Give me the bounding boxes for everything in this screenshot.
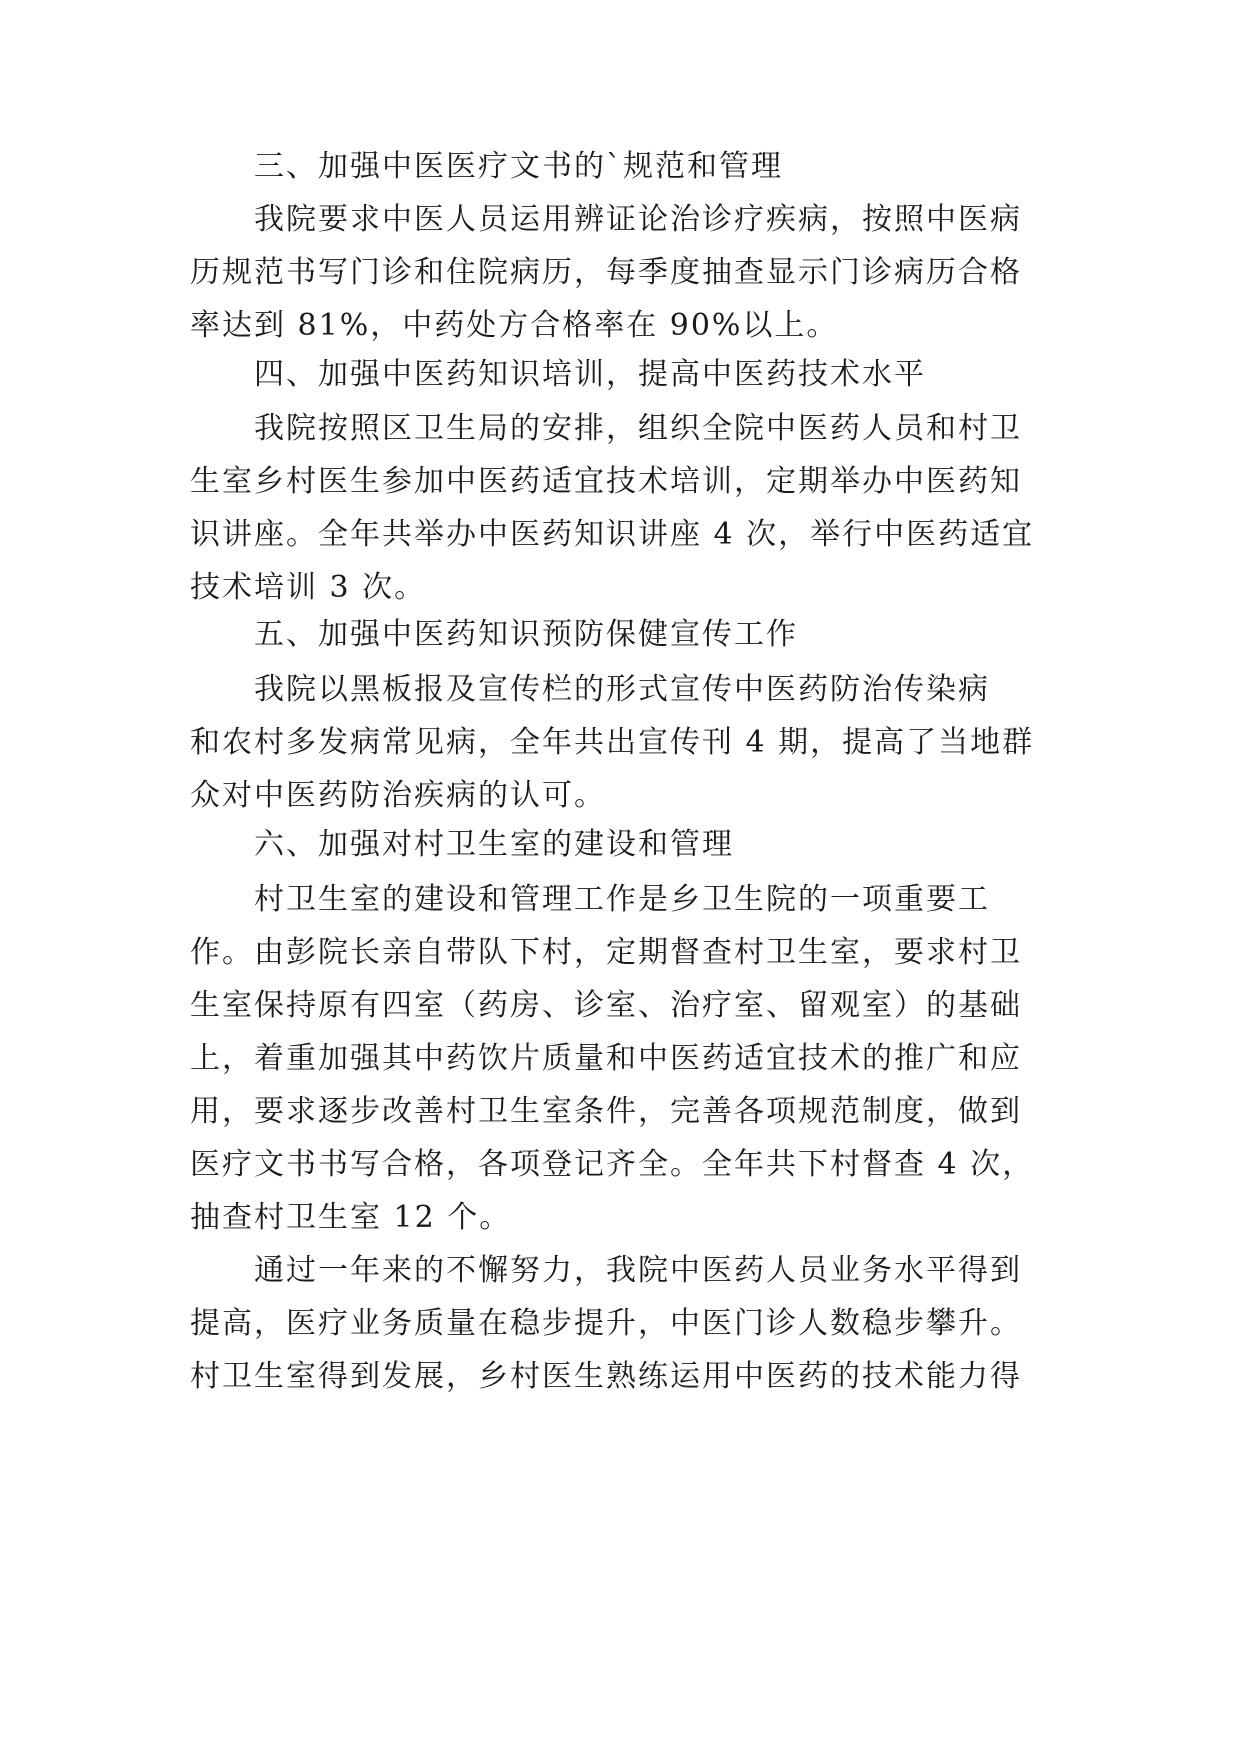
paragraph-line: 生室保持原有四室（药房、诊室、治疗室、留观室）的基础 — [190, 988, 1022, 1023]
paragraph-line: 众对中医药防治疾病的认可。 — [190, 778, 606, 813]
paragraph-line: 我院按照区卫生局的安排，组织全院中医药人员和村卫 — [254, 411, 1022, 446]
paragraph-line: 识讲座。全年共举办中医药知识讲座 4 次，举行中医药适宜 — [190, 517, 1035, 552]
paragraph-line: 技术培训 3 次。 — [190, 570, 427, 605]
paragraph-line: 医疗文书书写合格，各项登记齐全。全年共下村督查 4 次， — [190, 1147, 1035, 1182]
paragraph-line: 率达到 81%，中药处方合格率在 90%以上。 — [190, 308, 839, 343]
section-heading-4: 四、加强中医药知识培训，提高中医药技术水平 — [254, 357, 926, 392]
paragraph-line: 上，着重加强其中药饮片质量和中医药适宜技术的推广和应 — [190, 1041, 1022, 1076]
paragraph-line: 我院以黑板报及宣传栏的形式宣传中医药防治传染病 — [254, 672, 990, 707]
section-heading-5: 五、加强中医药知识预防保健宣传工作 — [254, 617, 798, 652]
paragraph-line: 通过一年来的不懈努力，我院中医药人员业务水平得到 — [254, 1253, 1022, 1288]
paragraph-line: 生室乡村医生参加中医药适宜技术培训，定期举办中医药知 — [190, 464, 1022, 499]
paragraph-line: 我院要求中医人员运用辨证论治诊疗疾病，按照中医病 — [254, 202, 1022, 237]
paragraph-line: 提高，医疗业务质量在稳步提升，中医门诊人数稳步攀升。 — [190, 1306, 1022, 1341]
paragraph-line: 村卫生室的建设和管理工作是乡卫生院的一项重要工 — [254, 882, 990, 917]
section-heading-6: 六、加强对村卫生室的建设和管理 — [254, 827, 734, 862]
paragraph-line: 抽查村卫生室 12 个。 — [190, 1200, 512, 1235]
paragraph-line: 作。由彭院长亲自带队下村，定期督查村卫生室，要求村卫 — [190, 935, 1022, 970]
paragraph-line: 村卫生室得到发展，乡村医生熟练运用中医药的技术能力得 — [190, 1359, 1022, 1394]
section-heading-3: 三、加强中医医疗文书的`规范和管理 — [254, 149, 783, 184]
paragraph-line: 历规范书写门诊和住院病历，每季度抽查显示门诊病历合格 — [190, 255, 1022, 290]
paragraph-line: 用，要求逐步改善村卫生室条件，完善各项规范制度，做到 — [190, 1094, 1022, 1129]
paragraph-line: 和农村多发病常见病，全年共出宣传刊 4 期，提高了当地群 — [190, 725, 1035, 760]
